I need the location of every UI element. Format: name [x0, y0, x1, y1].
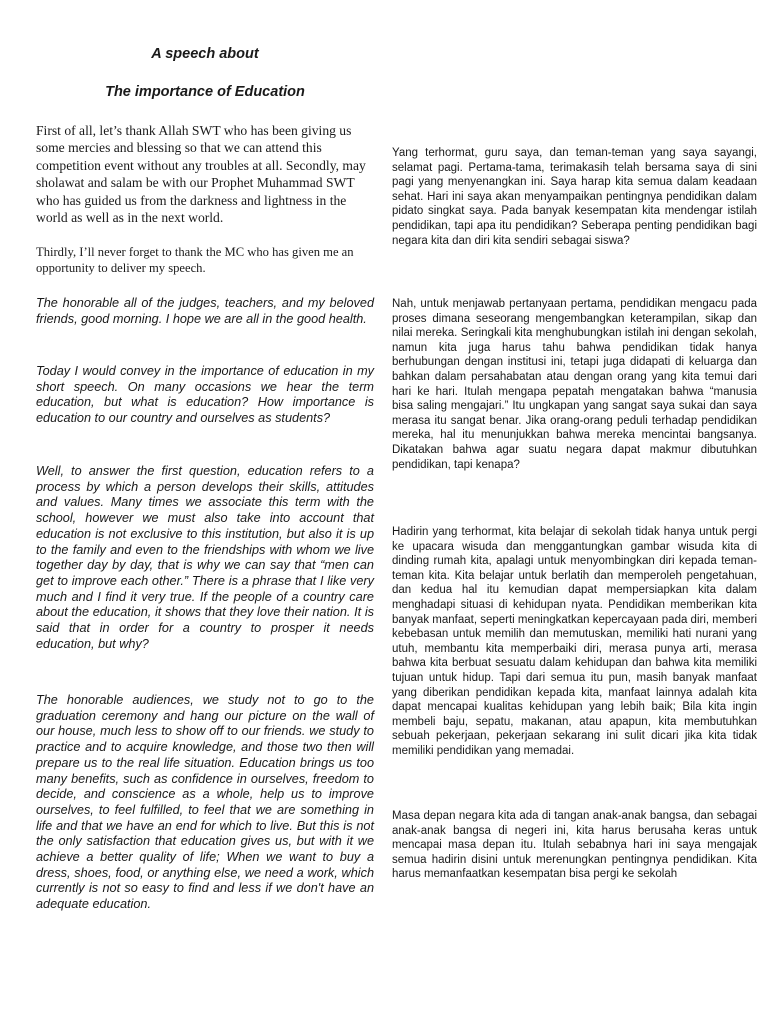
- indonesian-paragraph-4: Masa depan negara kita ada di tangan anak-anak bangsa, dan sebagai anak-anak bangsa di negeri ini, kita harus berusaha keras untuk mencapai masa depan itu. Itulah sebabnya hari ini saya mengajak semua hadirin disini untuk merenungkan pentingnya pendidikan. Kita harus memanfaatkan kesempatan bisa pergi ke sekolah: [392, 810, 757, 881]
- title-line-2: The importance of Education: [105, 84, 305, 100]
- english-paragraph-3: Well, to answer the first question, education refers to a process by which a person develops their skills, attitudes and values. Many times we associate this term with the school, however we must also take into account that education is not exclusive to this institution, but also it is up to the family and even to the friendships with whom we live together day by day, that is why we can say that “men can get to improve each other.” There is a phrase that I like very much and I find it very true. If the people of a country care about the education, it shows that they love their nation. It is said that in order for a country to prosper it needs education, but why?: [36, 464, 374, 651]
- intro-paragraph-2: Thirdly, I’ll never forget to thank the MC who has given me an opportunity to deliver my speech.: [36, 245, 354, 275]
- english-paragraph-2: Today I would convey in the importance of education in my short speech. On many occasions we hear the term education, but what is education? How importance is education to our country and ourselves as students?: [36, 364, 374, 426]
- indonesian-paragraph-1: Yang terhormat, guru saya, dan teman-teman yang saya sayangi, selamat pagi. Pertama-tama, terimakasih telah bersama saya di sini pagi yang menyenangkan ini. Saya harap kita semua dalam keadaan sehat. Hari ini saya akan menyampaikan pentingnya pendidikan dalam pidato singkat saya. Pada banyak kesempatan kita mendengar istilah pendidikan, tapi apa itu pendidikan? Seberapa penting pendidikan bagi negara kita dan diri kita sendiri sebagai siswa?: [392, 147, 757, 247]
- title-line-1: A speech about: [151, 46, 259, 62]
- intro-paragraph-1: First of all, let’s thank Allah SWT who has been giving us some mercies and blessing so that we can attend this competition event without any troubles at all. Secondly, may sholawat and salam be with our Prophet Muhammad SWT who has guided us from the darkness and lightness in the world as well as in the next world.: [36, 123, 366, 226]
- english-paragraph-1: The honorable all of the judges, teachers, and my beloved friends, good morning. I hope we are all in the good health.: [36, 296, 374, 326]
- indonesian-paragraph-3: Hadirin yang terhormat, kita belajar di sekolah tidak hanya untuk pergi ke upacara wisuda dan menggantungkan gambar wisuda kita di dinding rumah kita, apalagi untuk menyombingkan diri kepada teman-teman kita. Kita belajar untuk berlatih dan memperoleh pengetahuan, dan kedua hal itu kemudian dapat mempersiapkan kita dalam menghadapi situasi di kehidupan nyata. Pendidikan memberikan kita banyak manfaat, seperti meningkatkan kepercayaan pada diri, memberi kebebasan untuk memilih dan memutuskan, memiliki hati nurani yang utuh, membantu kita memperbaiki diri, merasa punya arti, merasa bahwa kita berbuat sesuatu dalam kehidupan dan bahwa kita memiliki tujuan untuk hidup. Tapi dari semua itu pun, masih banyak manfaat yang diberikan pendidikan kepada kita, manfaat lainnya adalah kita dapat mencapai kualitas kehidupan yang lebih baik; Bila kita ingin membeli baju, sepatu, makanan, atau apapun, kita membutuhkan sebuah pekerjaan, pekerjaan sekarang ini sulit dicari jika kita tidak memiliki pendidikan yang memadai.: [392, 526, 758, 757]
- english-paragraph-4: The honorable audiences, we study not to go to the graduation ceremony and hang our picture on the wall of our house, much less to show off to our friends. we study to practice and to acquire knowledge, and those two then will prepare us to the real life situation. Education brings us too many benefits, such as confidence in ourselves, freedom to decide, and conscience as a whole, help us to improve ourselves, to feel fulfilled, to feel that we are something in life and that we have an end for which to live. But this is not the only satisfaction that education gives us, but with it we achieve a better quality of life; When we want to buy a dress, shoes, food, or anything else, we need a work, which currently is not so easy to find and less if we don't have an adequate education.: [36, 693, 374, 912]
- indonesian-paragraph-2: Nah, untuk menjawab pertanyaan pertama, pendidikan mengacu pada proses dimana seseorang mengembangkan keterampilan, sikap dan nilai mereka. Seringkali kita menghubungkan istilah ini dengan sekolah, namun kita juga harus tahu bahwa pendidikan tidak hanya berhubungan dengan institusi ini, tetapi juga didapati di keluarga dan bahkan dalam persahabatan atau dengan orang yang kita temui dari hari ke hari. Itulah mengapa pepatah mengatakan bahwa “manusia bisa saling mengajari.” Itu ungkapan yang sangat saya sukai dan saya merasa itu sangat benar. Jika orang-orang peduli terhadap pendidikan mereka, hal itu menunjukkan bahwa mereka mencintai bangsanya. Dikatakan bahwa agar suatu negara dapat makmur dibutuhkan pendidikan, tapi kenapa?: [392, 298, 757, 471]
